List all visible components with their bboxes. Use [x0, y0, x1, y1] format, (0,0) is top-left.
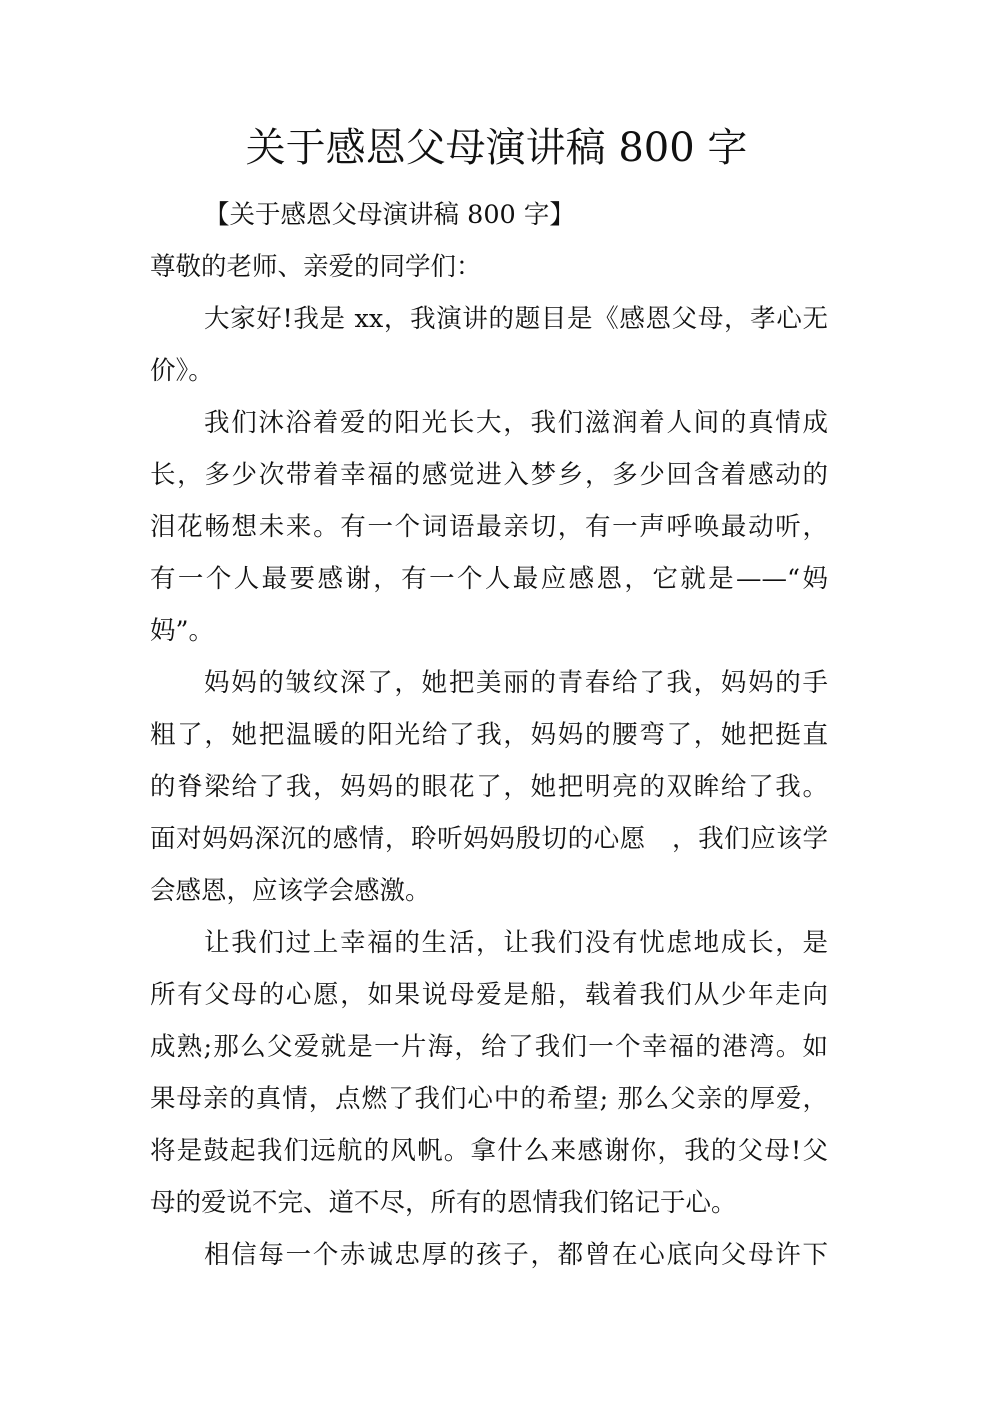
text-line: 泪花畅想未来。有一个词语最亲切，有一声呼唤最动听，: [150, 512, 828, 542]
text-line: 大家好!我是 xx，我演讲的题目是《感恩父母，孝心无: [204, 304, 828, 334]
text-line: 果母亲的真情，点燃了我们心中的希望; 那么父亲的厚爱，: [150, 1084, 828, 1114]
text-line: 所有父母的心愿，如果说母爱是船，载着我们从少年走向: [150, 980, 828, 1010]
text-line: 妈”。: [150, 616, 215, 646]
paragraph: [150, 241, 828, 293]
paragraph: [150, 1229, 828, 1281]
paragraph: [150, 397, 828, 657]
text-line: 尊敬的老师、亲爱的同学们：: [150, 252, 482, 282]
text-line: 长，多少次带着幸福的感觉进入梦乡，多少回含着感动的: [150, 460, 828, 490]
text-line: 有一个人最要感谢，有一个人最应感恩，它就是——“妈: [150, 564, 828, 594]
paragraph: [150, 293, 828, 397]
paragraph: [150, 189, 828, 241]
text-line: 妈妈的皱纹深了，她把美丽的青春给了我，妈妈的手: [204, 668, 828, 698]
paragraph: [150, 917, 828, 1229]
document-body: [150, 189, 828, 1281]
text-line: 将是鼓起我们远航的风帆。拿什么来感谢你，我的父母!父: [150, 1136, 828, 1166]
text-line: 的脊梁给了我，妈妈的眼花了，她把明亮的双眸给了我。: [150, 772, 828, 802]
text-line: 粗了，她把温暖的阳光给了我，妈妈的腰弯了，她把挺直: [150, 720, 828, 750]
text-line: 价》。: [150, 356, 214, 386]
text-line: 相信每一个赤诚忠厚的孩子，都曾在心底向父母许下: [204, 1240, 828, 1270]
text-line: 让我们过上幸福的生活，让我们没有忧虑地成长，是: [204, 928, 828, 958]
text-line: 成熟;那么父爱就是一片海，给了我们一个幸福的港湾。如: [150, 1032, 828, 1062]
paragraph: [150, 657, 828, 917]
text-line: 我们沐浴着爱的阳光长大，我们滋润着人间的真情成: [204, 408, 828, 438]
text-line: 母的爱说不完、道不尽，所有的恩情我们铭记于心。: [150, 1188, 737, 1218]
text-line: 面对妈妈深沉的感情，聆听妈妈殷切的心愿 ，我们应该学: [150, 824, 828, 854]
text-line: 会感恩，应该学会感激。: [150, 876, 431, 906]
text-line: 【关于感恩父母演讲稿 800 字】: [204, 200, 575, 230]
document-title: 关于感恩父母演讲稿 800 字: [245, 125, 748, 171]
